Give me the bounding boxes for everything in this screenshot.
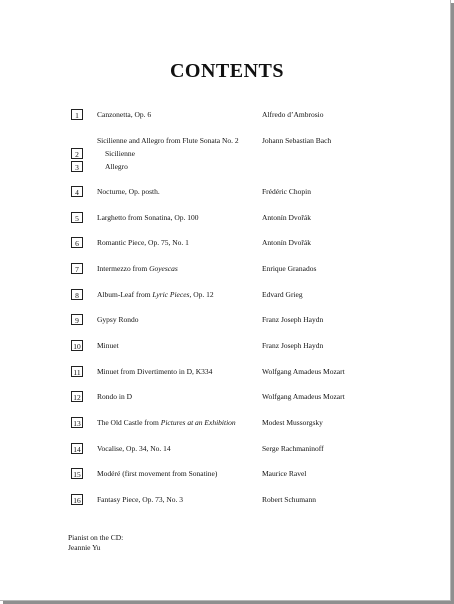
group-composer: Johann Sebastian Bach <box>262 136 332 145</box>
track-composer: Antonín Dvořák <box>262 238 311 247</box>
track-number-box: 10 <box>71 340 83 351</box>
work-title-italic: Lyric Pieces <box>152 290 190 299</box>
track-title: Gypsy Rondo <box>97 315 139 324</box>
track-number-box: 15 <box>71 468 83 479</box>
track-title: Canzonetta, Op. 6 <box>97 110 152 119</box>
track-composer: Alfredo d’Ambrosio <box>262 110 324 119</box>
track-title: Nocturne, Op. posth. <box>97 187 160 196</box>
track-number-box: 12 <box>71 391 83 402</box>
page-title: CONTENTS <box>169 60 285 82</box>
track-number-box: 13 <box>71 417 83 428</box>
track-number-box: 16 <box>71 494 83 505</box>
track-number-box: 11 <box>71 366 83 377</box>
track-number-box: 7 <box>71 263 83 274</box>
track-composer: Franz Joseph Haydn <box>262 315 324 324</box>
track-title: Intermezzo from Goyescas <box>97 264 178 273</box>
track-title: Minuet <box>97 341 119 350</box>
track-composer: Antonín Dvořák <box>262 213 311 222</box>
track-title: Modéré (first movement from Sonatine) <box>97 469 218 478</box>
track-number-box: 14 <box>71 443 83 454</box>
track-number-box: 5 <box>71 212 83 223</box>
track-composer: Serge Rachmaninoff <box>262 444 324 453</box>
pianist-credit-label: Pianist on the CD: <box>68 533 124 542</box>
track-title: Sicilienne <box>105 149 135 158</box>
track-composer: Franz Joseph Haydn <box>262 341 324 350</box>
track-composer: Modest Mussorgsky <box>262 418 323 427</box>
track-number-box: 4 <box>71 186 83 197</box>
track-composer: Enrique Granados <box>262 264 317 273</box>
track-number-box: 1 <box>71 109 83 120</box>
track-number-box: 9 <box>71 314 83 325</box>
track-title: Allegro <box>105 162 128 171</box>
track-composer: Wolfgang Amadeus Mozart <box>262 367 345 376</box>
work-title-italic: Goyescas <box>149 264 178 273</box>
track-title: Vocalise, Op. 34, No. 14 <box>97 444 171 453</box>
track-title: Larghetto from Sonatina, Op. 100 <box>97 213 199 222</box>
track-composer: Wolfgang Amadeus Mozart <box>262 392 345 401</box>
track-composer: Edvard Grieg <box>262 290 303 299</box>
track-title: Album-Leaf from Lyric Pieces, Op. 12 <box>97 290 214 299</box>
track-title: Romantic Piece, Op. 75, No. 1 <box>97 238 189 247</box>
track-title: Fantasy Piece, Op. 73, No. 3 <box>97 495 184 504</box>
track-title: The Old Castle from Pictures at an Exhibition <box>97 418 236 427</box>
track-number-box: 3 <box>71 161 83 172</box>
track-number-box: 8 <box>71 289 83 300</box>
track-number-box: 6 <box>71 237 83 248</box>
pianist-name: Jeannie Yu <box>68 543 101 552</box>
group-title: Sicilienne and Allegro from Flute Sonata No. 2 <box>97 136 239 145</box>
work-title-italic: Pictures at an Exhibition <box>160 418 236 427</box>
track-title: Minuet from Divertimento in D, K334 <box>97 367 213 376</box>
track-composer: Robert Schumann <box>262 495 316 504</box>
track-composer: Maurice Ravel <box>262 469 307 478</box>
track-number-box: 2 <box>71 148 83 159</box>
track-composer: Frédéric Chopin <box>262 187 311 196</box>
track-title: Rondo in D <box>97 392 133 401</box>
